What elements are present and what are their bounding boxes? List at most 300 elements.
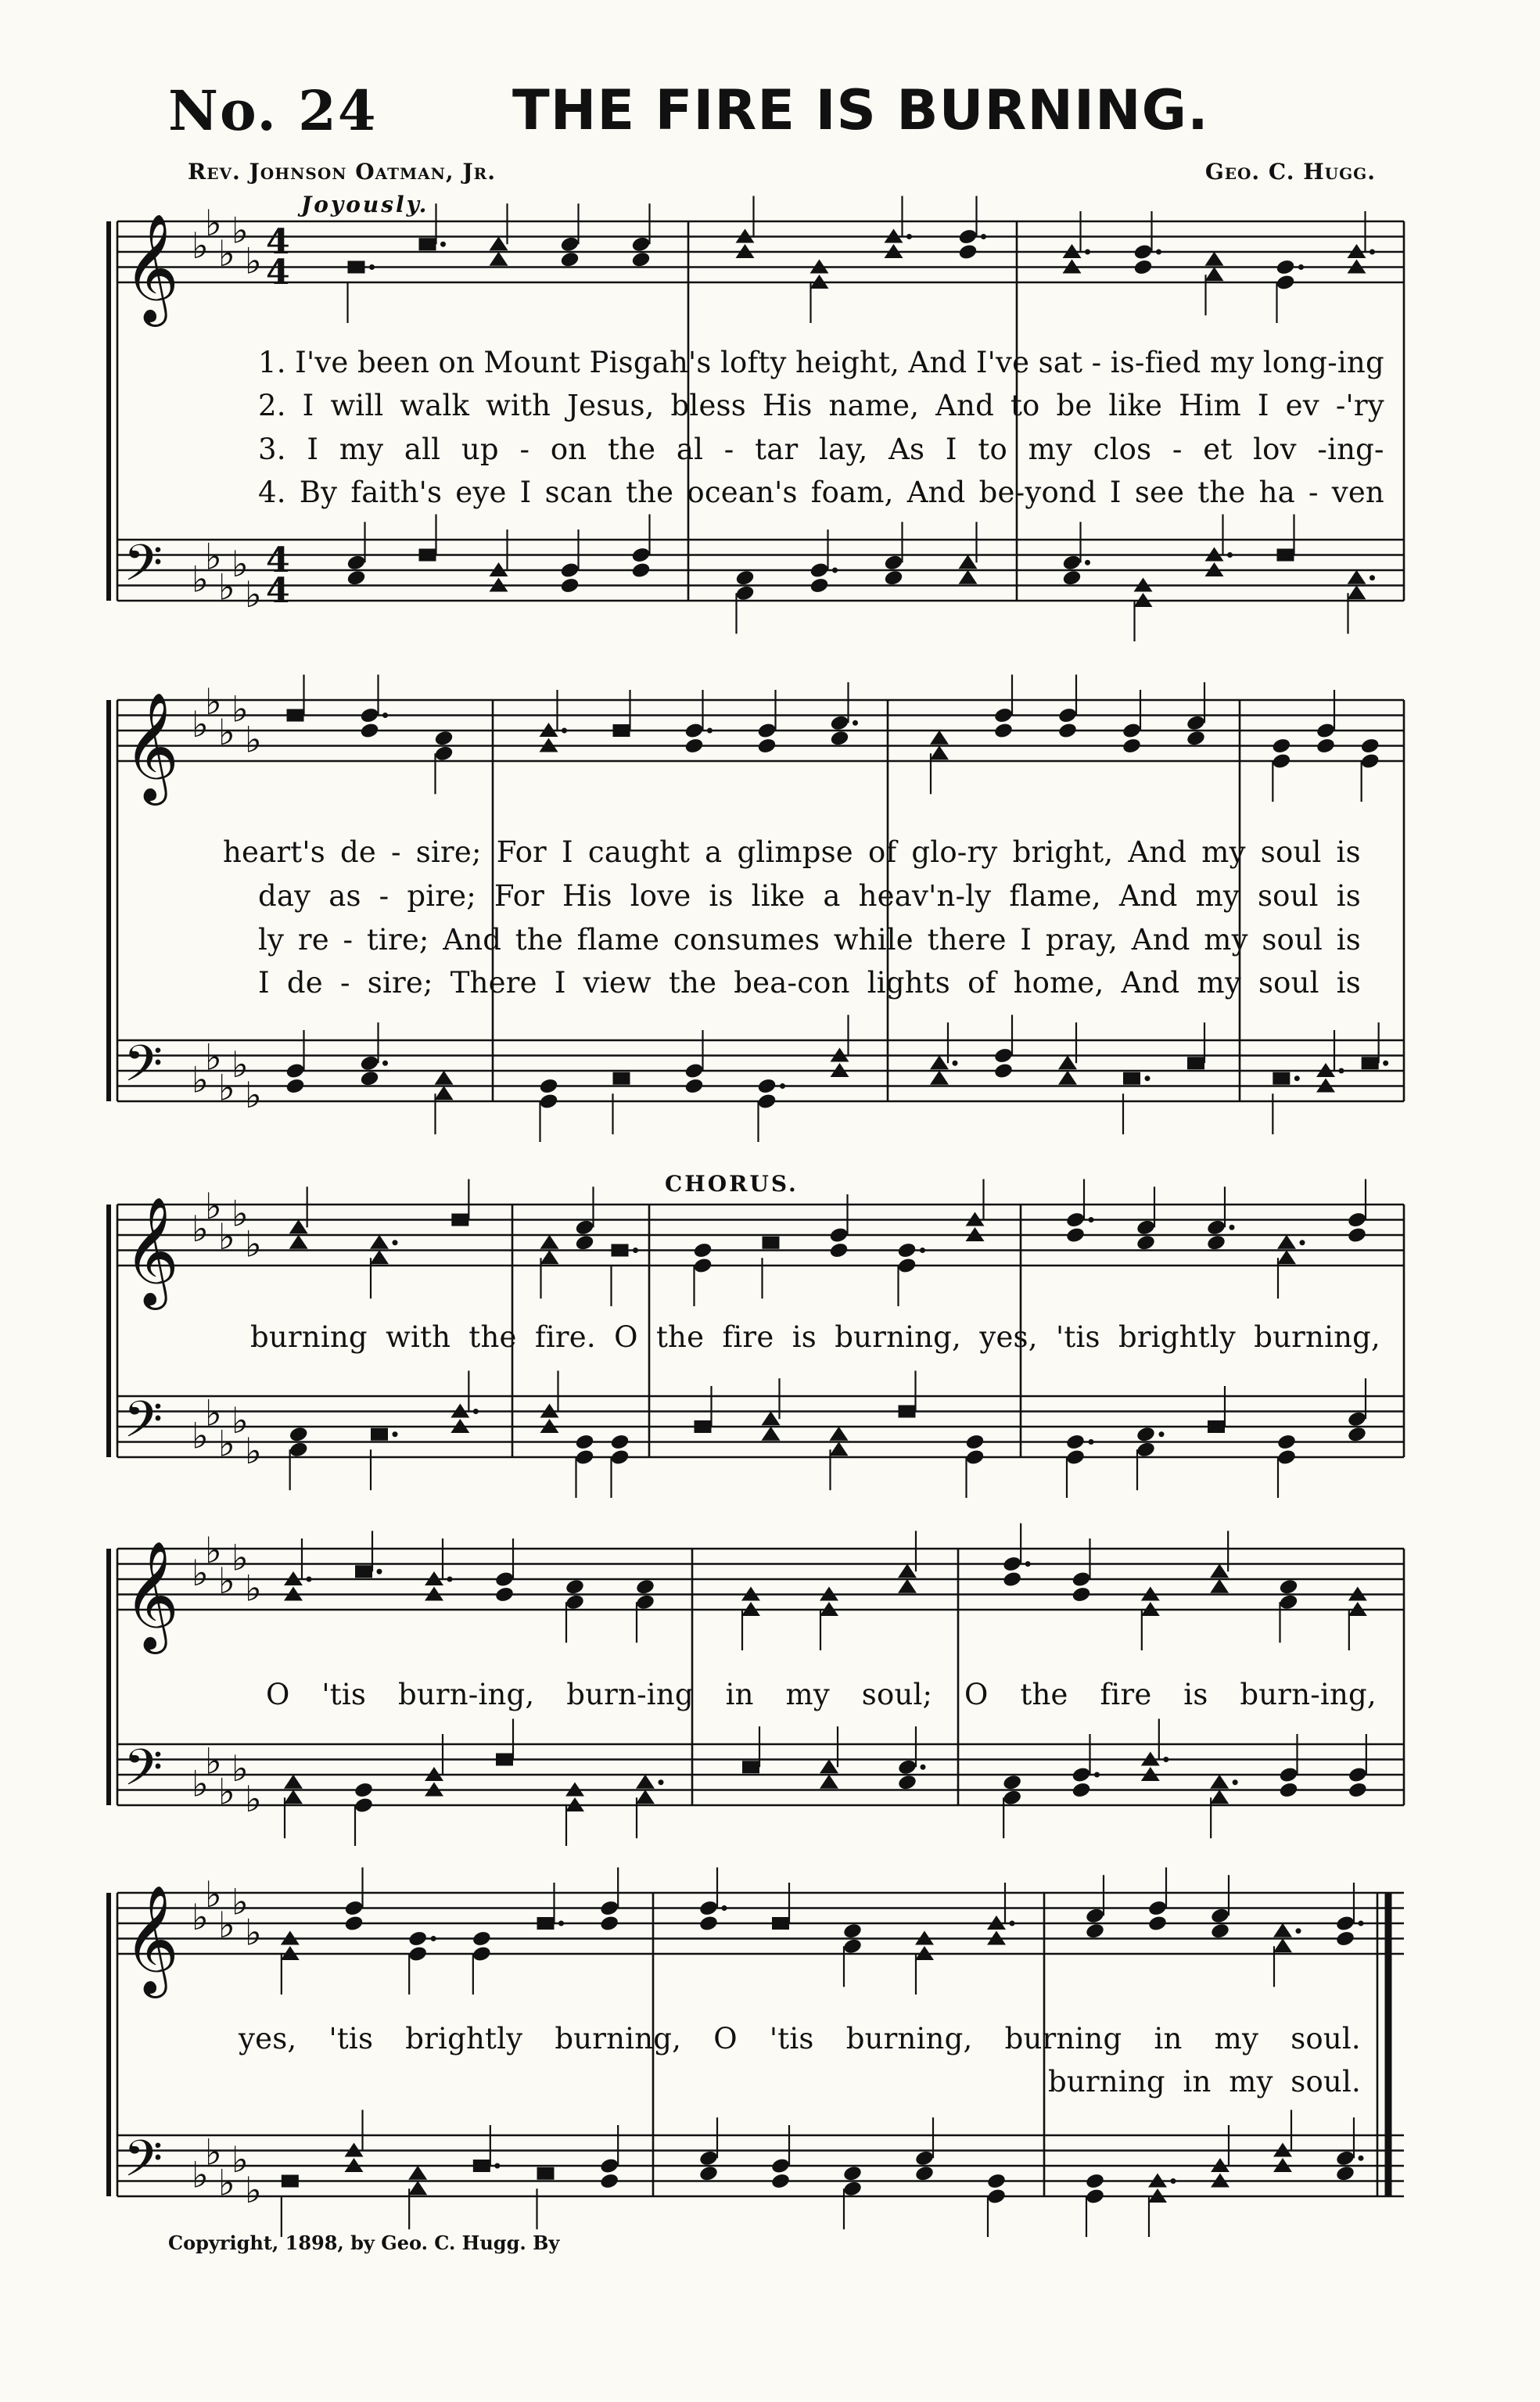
lyric-syllable: the — [668, 966, 717, 1000]
lyric-syllable: with — [386, 1320, 451, 1354]
lyric-line — [1048, 2065, 1361, 2099]
note-head — [345, 2110, 364, 2173]
lyric-syllable: to — [978, 433, 1007, 466]
lyric-syllable: For — [496, 835, 547, 869]
lyric-syllable: bea-con — [734, 966, 850, 1000]
note-head — [820, 1587, 838, 1651]
bass-notes — [282, 2110, 619, 2238]
note-head — [1360, 737, 1380, 802]
lyric-syllable: - — [391, 835, 401, 869]
treble-notes — [540, 682, 859, 755]
lyric-syllable: day — [258, 879, 311, 913]
lyric-syllable: scan — [544, 476, 612, 509]
note-head — [451, 1371, 479, 1434]
flat-icon: ♭ — [205, 1528, 222, 1571]
flat-icon: ♭ — [205, 1872, 222, 1915]
bass-notes — [930, 1015, 1204, 1135]
note-head — [1348, 570, 1376, 634]
flat-icon: ♭ — [218, 710, 235, 753]
bass-notes — [734, 522, 977, 634]
flat-icon: ♭ — [192, 2153, 209, 2196]
lyric-syllable: there — [927, 923, 1007, 957]
lyric-syllable: - — [1172, 433, 1183, 466]
lyric-syllable: 3. — [258, 433, 286, 466]
note-head — [930, 1022, 958, 1085]
lyric-syllable: ev — [1285, 389, 1319, 422]
lyric-syllable: ven — [1331, 476, 1384, 509]
bass-clef-icon: 𝄢 — [124, 534, 163, 605]
lyric-syllable: pire; — [407, 879, 476, 913]
lyric-syllable: fire — [722, 1320, 774, 1354]
note-head — [284, 1775, 303, 1839]
note-head — [964, 1433, 985, 1498]
note-head — [407, 1930, 436, 1994]
lyric-syllable: bless — [670, 389, 746, 422]
lyric-syllable: brightly — [405, 2022, 523, 2056]
lyric-syllable: flame, — [1009, 879, 1101, 913]
flat-icon: ♭ — [232, 1536, 249, 1579]
treble-notes — [1271, 690, 1380, 802]
note-head — [1348, 1587, 1367, 1651]
lyric-syllable: lofty — [720, 346, 787, 379]
lyric-line — [258, 923, 1361, 957]
flat-icon: ♭ — [192, 558, 209, 601]
lyric-syllable: heav'n-ly — [858, 879, 992, 913]
note-head — [1271, 737, 1291, 802]
flat-icon: ♭ — [192, 224, 209, 267]
lyric-syllable: yes, — [239, 2022, 297, 2056]
lyric-syllable: be-yond — [978, 476, 1097, 509]
lyric-syllable: I — [562, 835, 573, 869]
flat-icon: ♭ — [218, 1066, 235, 1109]
lyric-line — [258, 476, 1384, 509]
lyric-syllable: like — [751, 879, 806, 913]
lyric-syllable: - — [1308, 476, 1319, 509]
lyric-syllable: consumes — [673, 923, 820, 957]
lyric-syllable: in — [1154, 2022, 1183, 2056]
lyric-syllable: clos — [1093, 433, 1152, 466]
note-head — [898, 1531, 917, 1593]
flat-icon: ♭ — [245, 1223, 262, 1266]
treble-notes — [736, 196, 987, 324]
lyric-syllable: my — [339, 433, 384, 466]
tempo-marking: Joyously. — [301, 192, 429, 217]
flat-icon: ♭ — [232, 1192, 249, 1235]
note-head — [736, 196, 755, 259]
flat-icon: ♭ — [218, 1422, 235, 1465]
lyric-syllable: my — [1209, 346, 1255, 379]
lyric-syllable: -'ry — [1335, 389, 1384, 422]
lyric-syllable: flame — [576, 923, 660, 957]
flat-icon: ♭ — [192, 703, 209, 745]
lyric-syllable: burning — [1048, 2065, 1165, 2099]
note-head — [1277, 1235, 1305, 1299]
lyric-syllable: a — [705, 835, 723, 869]
lyric-syllable: O — [266, 1678, 290, 1711]
lyric-syllable: de — [339, 835, 376, 869]
lyric-syllable: my — [1028, 433, 1072, 466]
flat-icon: ♭ — [205, 201, 222, 244]
note-head — [993, 1015, 1014, 1080]
note-head — [1210, 1775, 1238, 1839]
composer: Geo. C. Hugg. — [1204, 159, 1376, 185]
note-head — [574, 1433, 594, 1498]
lyric-syllable: my — [1197, 966, 1241, 1000]
flat-icon: ♭ — [218, 1215, 235, 1258]
lyric-syllable: burning, — [845, 2022, 973, 2056]
treble-clef-icon: 𝄞 — [124, 1885, 179, 1994]
flat-icon: ♭ — [218, 1770, 235, 1813]
lyric-syllable: my — [1204, 923, 1248, 957]
lyric-syllable: And — [1118, 879, 1178, 913]
lyric-syllable: sire; — [367, 966, 433, 1000]
note-head — [540, 1235, 559, 1299]
lyric-syllable: O — [713, 2022, 738, 2056]
treble-notes — [698, 1868, 1015, 1995]
note-head — [1147, 1868, 1168, 1933]
note-head — [408, 2166, 427, 2230]
lyric-syllable: foam, — [810, 476, 894, 509]
treble-notes — [284, 1531, 655, 1643]
lyric-syllable: soul — [1257, 879, 1319, 913]
lyric-syllable: And — [1121, 966, 1180, 1000]
lyric-syllable: lov — [1253, 433, 1297, 466]
lyric-syllable: is — [709, 879, 734, 913]
flat-icon: ♭ — [218, 565, 235, 609]
lyric-syllable: I — [307, 433, 319, 466]
bass-notes — [1273, 1022, 1388, 1134]
note-head — [896, 1241, 925, 1306]
lyric-syllable: is-fied — [1110, 346, 1201, 379]
hymn-number: No. 24 — [168, 78, 378, 143]
lyric-syllable: like — [1108, 389, 1163, 422]
lyric-syllable: As — [888, 433, 925, 466]
lyric-syllable: - — [519, 433, 530, 466]
note-head — [899, 1371, 916, 1418]
lyric-syllable: 'tis — [769, 2022, 814, 2056]
note-head — [496, 1719, 513, 1766]
flat-icon: ♭ — [205, 1740, 222, 1783]
lyric-syllable: view — [583, 966, 652, 1000]
note-head — [435, 1071, 454, 1135]
lyric-syllable: the — [1020, 1678, 1068, 1711]
time-signature: 4 — [266, 571, 290, 612]
lyric-syllable: ly — [258, 923, 285, 957]
note-head — [609, 1433, 630, 1498]
flat-icon: ♭ — [232, 688, 249, 731]
lyric-syllable: O — [614, 1320, 638, 1354]
note-head — [1277, 515, 1294, 562]
lyric-syllable: is — [1336, 835, 1361, 869]
lyric-syllable: my — [1195, 879, 1240, 913]
flat-icon: ♭ — [245, 1074, 262, 1116]
lyric-syllable: de — [286, 966, 323, 1000]
treble-clef-icon: 𝄞 — [124, 1541, 179, 1650]
lyric-syllable: the — [607, 433, 656, 466]
bass-clef-icon: 𝄢 — [124, 1391, 163, 1462]
lyric-syllable: the — [626, 476, 674, 509]
lyric-syllable: eye — [455, 476, 507, 509]
note-head — [885, 196, 913, 259]
flat-icon: ♭ — [218, 232, 235, 275]
note-head — [451, 1179, 468, 1226]
lyric-syllable: burning, — [1254, 1320, 1380, 1354]
flat-icon: ♭ — [245, 573, 262, 616]
system-bracket — [106, 1549, 111, 1805]
note-head — [537, 2167, 555, 2230]
treble-notes — [930, 675, 1206, 795]
note-head — [343, 1868, 364, 1933]
note-head — [741, 1587, 760, 1651]
flat-icon: ♭ — [232, 1747, 249, 1790]
note-head — [772, 1883, 789, 1930]
lyric-syllable: pray, — [1045, 923, 1118, 957]
flat-icon: ♭ — [245, 1778, 262, 1820]
lyric-syllable: Mount — [483, 346, 581, 379]
flat-icon: ♭ — [205, 1184, 222, 1227]
flat-icon: ♭ — [192, 1058, 209, 1101]
note-head — [1141, 1719, 1169, 1782]
lyricist: Rev. Johnson Oatman, Jr. — [188, 159, 497, 185]
note-head — [1362, 1022, 1389, 1069]
lyric-line — [258, 433, 1384, 466]
lyric-syllable: to — [1010, 389, 1040, 422]
lyric-syllable: 'tis — [328, 2022, 374, 2056]
lyric-syllable: soul — [1260, 835, 1322, 869]
lyric-syllable: is — [1336, 923, 1361, 957]
flat-icon: ♭ — [232, 2138, 249, 2181]
lyric-syllable: as — [328, 879, 361, 913]
note-head — [354, 1781, 374, 1846]
note-head — [762, 1378, 781, 1441]
lyric-line — [223, 835, 1361, 869]
note-head — [538, 1077, 558, 1142]
system-bracket — [106, 1893, 111, 2196]
lyric-syllable: is — [1336, 879, 1361, 913]
lyric-syllable: soul — [1258, 966, 1319, 1000]
flat-icon: ♭ — [192, 1762, 209, 1805]
flat-icon: ♭ — [205, 1391, 222, 1434]
lyric-syllable: lights — [867, 966, 950, 1000]
lyric-syllable: - — [1091, 346, 1102, 379]
flat-icon: ♭ — [218, 2161, 235, 2204]
lyric-syllable: al — [676, 433, 704, 466]
lyric-syllable: walk — [400, 389, 470, 422]
note-head — [1276, 1433, 1297, 1498]
lyric-syllable: - — [340, 966, 350, 1000]
lyric-syllable: And — [935, 389, 994, 422]
system-bracket — [106, 221, 111, 601]
lyric-syllable: ha — [1258, 476, 1295, 509]
lyric-syllable: et — [1203, 433, 1233, 466]
note-head — [1058, 1022, 1077, 1085]
lyric-syllable: soul. — [1291, 2065, 1361, 2099]
note-head — [692, 1241, 713, 1306]
flat-icon: ♭ — [218, 1559, 235, 1602]
lyric-syllable: burn-ing, — [397, 1678, 535, 1711]
note-head — [613, 690, 630, 737]
note-head — [540, 1371, 559, 1434]
lyric-syllable: And — [1131, 923, 1190, 957]
lyric-syllable: And — [443, 923, 502, 957]
lyric-syllable: His — [562, 879, 612, 913]
note-head — [756, 1077, 785, 1142]
lyric-syllable: I — [945, 433, 957, 466]
lyric-syllable: His — [762, 389, 813, 422]
bass-notes — [285, 1022, 453, 1134]
flat-icon: ♭ — [205, 2131, 222, 2174]
lyric-syllable: with — [486, 389, 551, 422]
note-head — [599, 1868, 619, 1933]
lyric-syllable: - — [379, 879, 389, 913]
lyric-syllable: There — [450, 966, 537, 1000]
flat-icon: ♭ — [205, 680, 222, 723]
lyric-syllable: lay, — [819, 433, 868, 466]
lyric-syllable: yes, — [979, 1320, 1038, 1354]
note-head — [287, 675, 304, 722]
note-head — [966, 1179, 985, 1242]
system-bracket — [106, 1205, 111, 1457]
note-head — [930, 731, 949, 795]
lyric-syllable: tar — [755, 433, 799, 466]
flat-icon: ♭ — [205, 1036, 222, 1079]
lyric-syllable: Him — [1179, 389, 1241, 422]
lyric-syllable: the — [655, 1320, 705, 1354]
lyric-syllable: love — [630, 879, 691, 913]
lyric-syllable: ocean's — [687, 476, 798, 509]
flat-icon: ♭ — [232, 543, 249, 585]
lyric-syllable: fire — [1100, 1678, 1152, 1711]
lyric-syllable: 2. — [258, 389, 286, 422]
flat-icon: ♭ — [245, 1911, 262, 1954]
lyric-syllable: soul. — [1291, 2022, 1361, 2056]
lyric-syllable: brightly — [1118, 1320, 1236, 1354]
lyric-syllable: burning — [1004, 2022, 1122, 2056]
lyric-syllable: been — [357, 346, 430, 379]
flat-icon: ♭ — [245, 1430, 262, 1472]
note-head — [1347, 1179, 1367, 1244]
flat-icon: ♭ — [192, 1208, 209, 1250]
treble-clef-icon: 𝄞 — [124, 214, 179, 322]
note-head — [490, 203, 508, 266]
lyric-syllable: heart's — [223, 835, 325, 869]
note-head — [742, 1726, 759, 1773]
note-head — [1123, 1072, 1151, 1135]
lyric-syllable: I — [1257, 389, 1269, 422]
lyric-syllable: my — [1214, 2022, 1259, 2056]
lyric-syllable: faith's — [350, 476, 443, 509]
note-head — [1148, 2174, 1176, 2238]
note-head — [831, 1015, 849, 1078]
flat-icon: ♭ — [232, 1043, 249, 1086]
note-head — [473, 2125, 501, 2172]
bass-staff — [117, 2131, 1404, 2212]
bass-notes — [1061, 515, 1375, 642]
lyric-syllable: fire. — [534, 1320, 596, 1354]
lyric-syllable: glo-ry — [911, 835, 998, 869]
note-head — [355, 1531, 382, 1578]
note-head — [565, 1783, 584, 1847]
treble-notes — [1002, 1524, 1367, 1651]
lyric-syllable: of — [967, 966, 996, 1000]
lyric-syllable: 'tis — [321, 1678, 367, 1711]
lyric-line — [258, 966, 1361, 1000]
note-head — [370, 1235, 398, 1299]
treble-notes — [289, 1179, 469, 1299]
note-head — [281, 1931, 300, 1995]
treble-notes — [692, 1179, 984, 1307]
lyric-syllable: 4. — [258, 476, 286, 509]
bass-notes — [1002, 1719, 1368, 1839]
lyric-syllable: I — [1020, 923, 1032, 957]
lyric-syllable: caught — [587, 835, 691, 869]
lyric-syllable: Jesus, — [567, 389, 655, 422]
flat-icon: ♭ — [232, 1880, 249, 1923]
lyric-syllable: I — [258, 966, 270, 1000]
lyric-syllable: soul — [1262, 923, 1323, 957]
lyric-syllable: burning, — [835, 1320, 962, 1354]
lyric-syllable: height, — [795, 346, 900, 379]
lyric-syllable: in — [725, 1678, 754, 1711]
note-head — [613, 1072, 630, 1135]
note-head — [915, 1931, 934, 1995]
lyric-syllable: And — [906, 476, 966, 509]
note-head — [993, 675, 1014, 740]
lyric-syllable: the — [515, 923, 563, 957]
lyric-syllable: soul; — [861, 1678, 933, 1711]
lyric-syllable: all — [404, 433, 441, 466]
lyric-syllable: up — [461, 433, 499, 466]
note-head — [289, 1187, 308, 1249]
lyric-syllable: - — [343, 923, 354, 957]
lyric-syllable: long-ing — [1262, 346, 1384, 379]
note-head — [419, 515, 436, 562]
flat-icon: ♭ — [192, 1896, 209, 1938]
lyric-line — [239, 2022, 1361, 2056]
note-head — [1208, 1386, 1225, 1433]
note-head — [810, 260, 829, 324]
treble-staff — [117, 1873, 1404, 1998]
lyric-syllable: the — [1197, 476, 1246, 509]
lyric-line — [266, 1678, 1377, 1711]
lyric-syllable: I — [519, 476, 532, 509]
lyric-syllable: O — [964, 1678, 989, 1711]
lyric-line — [258, 346, 1384, 379]
note-head — [763, 1237, 780, 1299]
lyric-syllable: burning — [250, 1320, 368, 1354]
flat-icon: ♭ — [245, 2169, 262, 2211]
lyric-syllable: sire; — [415, 835, 482, 869]
lyric-syllable: my — [1201, 835, 1246, 869]
lyric-syllable: I — [302, 389, 314, 422]
lyric-syllable: glimpse — [737, 835, 853, 869]
bass-clef-icon: 𝄢 — [124, 2130, 163, 2201]
lyric-line — [258, 879, 1361, 913]
treble-clef-icon: 𝄞 — [124, 1197, 179, 1305]
lyric-syllable: sat — [1038, 346, 1083, 379]
time-signature: 4 — [266, 222, 290, 263]
lyric-syllable: see — [1134, 476, 1185, 509]
note-head — [1065, 1433, 1094, 1498]
lyric-syllable: burn-ing — [566, 1678, 694, 1711]
note-head — [348, 261, 375, 324]
bass-notes — [540, 1371, 630, 1499]
flat-icon: ♭ — [245, 1567, 262, 1610]
note-head — [282, 2175, 299, 2238]
system-4 — [0, 1502, 1540, 1837]
lyric-syllable: my — [785, 1678, 830, 1711]
lyric-syllable: burn-ing, — [1240, 1678, 1377, 1711]
